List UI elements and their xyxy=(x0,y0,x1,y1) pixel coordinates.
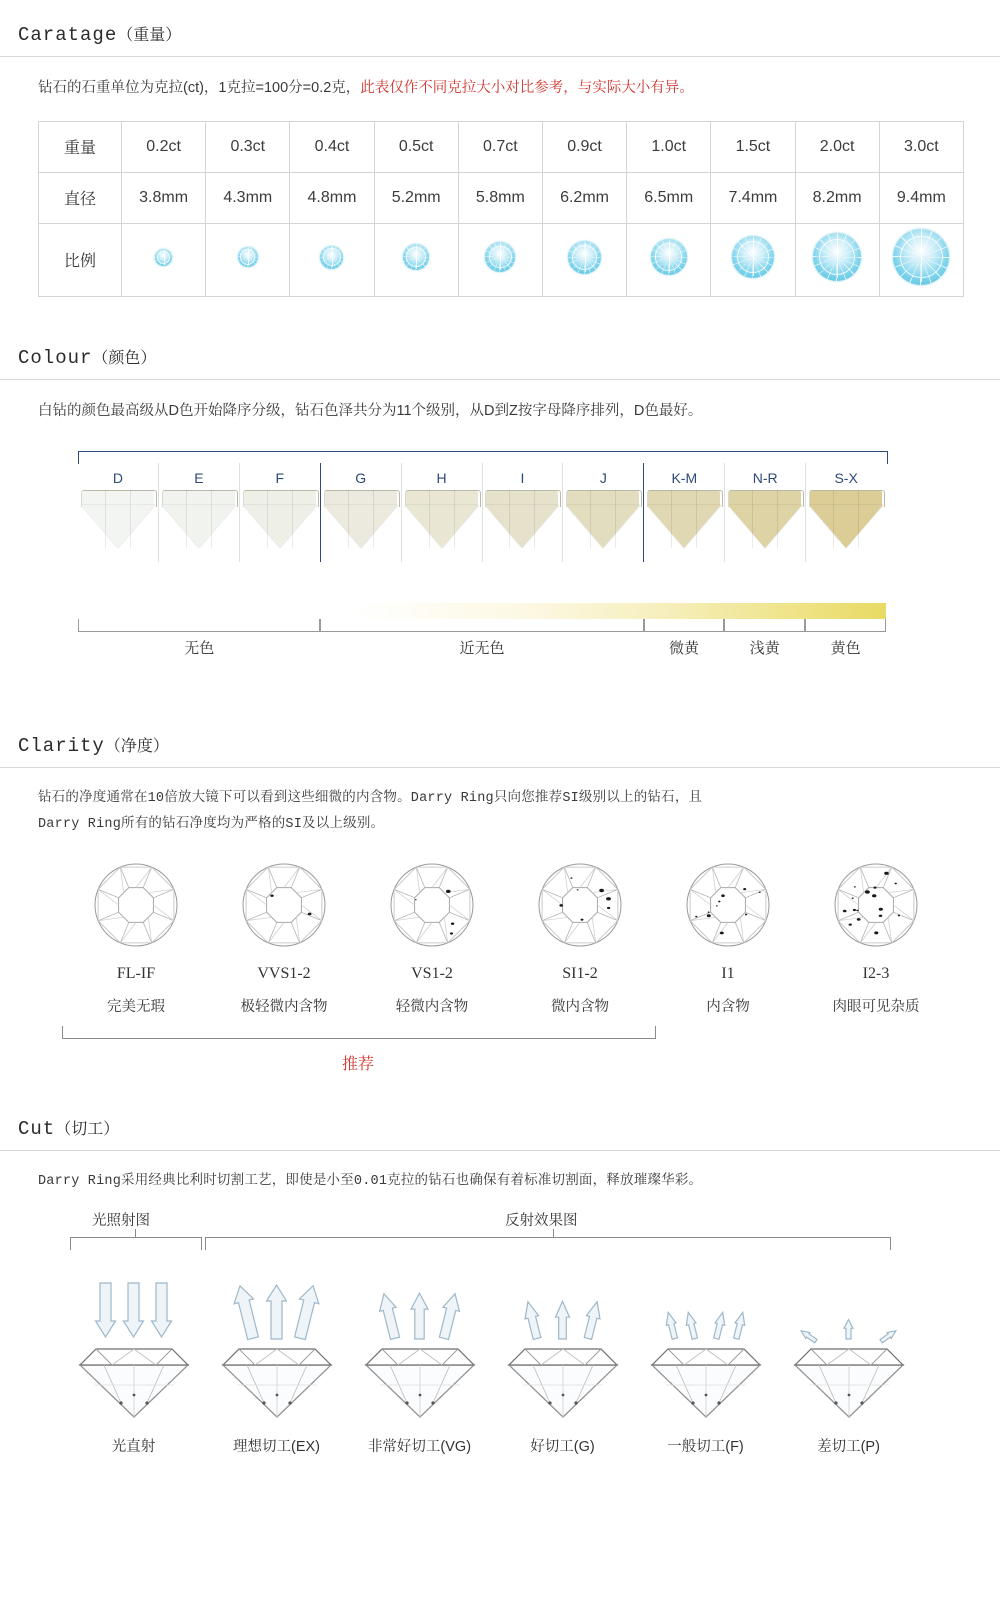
colour-grade-label: N-R xyxy=(752,470,778,487)
cut-item-3 xyxy=(348,1275,491,1456)
colour-group-label: 黄色 xyxy=(830,640,861,658)
diamond-dot-icon xyxy=(238,247,258,267)
colour-grade-label: G xyxy=(355,470,367,487)
cell-diameter-7: 7.4mm xyxy=(711,172,795,223)
diamond-profile-icon xyxy=(485,490,559,548)
cut-intro-text: Darry Ring采用经典比利时切割工艺，即使是小至0.01克拉的钻石也确保有着标准切割面，释放璀璨华彩。 xyxy=(38,1174,703,1190)
colour-cell-n-r xyxy=(725,463,806,562)
clarity-code-label: I2-3 xyxy=(862,965,890,983)
caratage-heading xyxy=(0,22,1000,56)
caratage-intro-accent: 此表仅作不同克拉大小对比参考，与实际大小有异。 xyxy=(360,80,694,96)
colour-cell-g xyxy=(321,463,402,562)
diamond-profile-icon xyxy=(81,490,155,548)
colour-heading xyxy=(0,345,1000,379)
cell-weight-3: 0.5ct xyxy=(374,121,458,172)
caratage-heading-en: Caratage xyxy=(18,24,118,46)
cell-weight-4: 0.7ct xyxy=(458,121,542,172)
colour-grade-label: F xyxy=(275,470,285,487)
table-row-weight xyxy=(39,121,964,172)
colour-group-label: 浅黄 xyxy=(749,640,780,658)
diamond-profile-icon xyxy=(566,490,640,548)
cell-weight-8: 2.0ct xyxy=(795,121,879,172)
diamond-top-view-icon xyxy=(682,859,774,951)
cell-diameter-5: 6.2mm xyxy=(542,172,626,223)
colour-intro-text: 白钻的颜色最高级从D色开始降序分级，钻石色泽共分为11个级别，从D到Z按字母降序排列，D色最好。 xyxy=(38,402,703,419)
colour-cell-i xyxy=(483,463,564,562)
cell-diameter-0: 3.8mm xyxy=(122,172,206,223)
cut-bracket-line-reflection xyxy=(205,1237,891,1250)
diamond-side-view-icon xyxy=(789,1347,909,1421)
cut-heading-cn: （切工） xyxy=(55,1121,120,1139)
cell-ratio-6 xyxy=(627,223,711,296)
colour-group-label: 无色 xyxy=(184,640,215,658)
colour-gem-wrap xyxy=(806,490,886,558)
cell-weight-6: 1.0ct xyxy=(627,121,711,172)
colour-group-bracket xyxy=(320,619,643,632)
clarity-grade-row xyxy=(0,837,1000,1016)
cut-item-6 xyxy=(777,1275,920,1456)
colour-gem-wrap xyxy=(563,490,643,558)
colour-grade-label: S-X xyxy=(834,470,858,487)
clarity-code-label: FL-IF xyxy=(116,965,156,983)
cut-bracket-row xyxy=(0,1209,1000,1269)
caratage-table-wrap xyxy=(0,103,1000,297)
light-reflection-arrows-icon xyxy=(777,1275,920,1347)
clarity-cn-label: 极轻微内含物 xyxy=(240,999,328,1016)
colour-group-bracket xyxy=(724,619,805,632)
cell-weight-7: 1.5ct xyxy=(711,121,795,172)
clarity-intro-line1: 钻石的净度通常在10倍放大镜下可以看到这些细微的内含物。Darry Ring只向您推荐SI级别以上的钻石，且 xyxy=(38,791,703,807)
colour-grade-label: H xyxy=(436,470,447,487)
colour-heading-en: Colour xyxy=(18,346,93,369)
colour-gem-wrap xyxy=(78,490,158,558)
diamond-dot-icon xyxy=(732,236,774,278)
cut-caption-label: 差切工(P) xyxy=(817,1439,880,1456)
diamond-side-view-icon xyxy=(217,1347,337,1421)
cell-ratio-8 xyxy=(795,223,879,296)
colour-grade-label: D xyxy=(112,470,124,487)
cut-item-4 xyxy=(491,1275,634,1456)
clarity-item-si1-2 xyxy=(506,859,654,1016)
diamond-profile-icon xyxy=(243,490,317,548)
clarity-code-label: I1 xyxy=(721,965,735,983)
diamond-profile-icon xyxy=(162,490,236,548)
colour-grade-label: J xyxy=(599,470,607,487)
colour-intro xyxy=(0,380,1000,426)
light-reflection-arrows-icon xyxy=(491,1275,634,1347)
diamond-top-view-icon xyxy=(534,859,626,951)
colour-cell-j xyxy=(563,463,644,562)
clarity-heading xyxy=(0,733,1000,767)
diamond-side-view-icon xyxy=(503,1347,623,1421)
caratage-table-body xyxy=(39,121,964,296)
diamond-dot-icon xyxy=(155,249,172,266)
clarity-item-i1 xyxy=(654,859,802,1016)
colour-heading-cn: （颜色） xyxy=(92,349,157,367)
diamond-profile-icon xyxy=(647,490,721,548)
cell-ratio-9 xyxy=(879,223,963,296)
clarity-heading-cn: （净度） xyxy=(104,738,169,756)
cell-ratio-1 xyxy=(206,223,290,296)
diamond-dot-icon xyxy=(485,242,515,272)
section-caratage xyxy=(0,0,1000,297)
cell-weight-1: 0.3ct xyxy=(206,121,290,172)
cut-heading-en: Cut xyxy=(18,1118,56,1141)
light-down-arrows-icon xyxy=(62,1275,205,1347)
cell-ratio-3 xyxy=(374,223,458,296)
cell-ratio-0 xyxy=(122,223,206,296)
diamond-dot-icon xyxy=(403,244,429,270)
colour-group-brackets xyxy=(78,619,886,633)
diamond-profile-icon xyxy=(324,490,398,548)
row-label-ratio: 比例 xyxy=(39,223,122,296)
cut-bracket-line-light xyxy=(70,1237,202,1250)
diamond-top-view-icon xyxy=(90,859,182,951)
clarity-recommend-bracket xyxy=(62,1026,656,1039)
cell-diameter-1: 4.3mm xyxy=(206,172,290,223)
cut-intro xyxy=(0,1151,1000,1195)
colour-gem-wrap xyxy=(402,490,482,558)
clarity-cn-label: 完美无瑕 xyxy=(107,999,165,1016)
diamond-top-view-icon xyxy=(386,859,478,951)
cut-heading xyxy=(0,1116,1000,1150)
colour-cell-f xyxy=(240,463,321,562)
cell-diameter-6: 6.5mm xyxy=(627,172,711,223)
cut-bracket-label-reflection: 反射效果图 xyxy=(505,1213,578,1230)
cut-caption-label: 理想切工(EX) xyxy=(233,1439,320,1456)
colour-group-label: 近无色 xyxy=(459,640,505,658)
colour-group-bracket xyxy=(78,619,320,632)
section-colour xyxy=(0,297,1000,692)
diamond-dot-icon xyxy=(651,239,687,275)
light-reflection-arrows-icon xyxy=(348,1275,491,1347)
diamond-profile-icon xyxy=(728,490,802,548)
cell-ratio-4 xyxy=(458,223,542,296)
diamond-side-view-icon xyxy=(74,1347,194,1421)
table-row-diameter xyxy=(39,172,964,223)
cell-ratio-5 xyxy=(542,223,626,296)
colour-gem-wrap xyxy=(725,490,805,558)
light-reflection-arrows-icon xyxy=(634,1275,777,1347)
clarity-code-label: VVS1-2 xyxy=(257,965,311,983)
section-cut xyxy=(0,1074,1000,1456)
colour-grade-grid xyxy=(78,463,886,562)
clarity-cn-label: 肉眼可见杂质 xyxy=(832,999,920,1016)
colour-cell-e xyxy=(159,463,240,562)
diamond-dot-icon xyxy=(813,233,861,281)
clarity-code-label: SI1-2 xyxy=(562,965,598,983)
diamond-profile-icon xyxy=(809,490,883,548)
diamond-side-view-icon xyxy=(360,1347,480,1421)
diamond-dot-icon xyxy=(320,246,343,269)
cut-caption-label: 一般切工(F) xyxy=(667,1439,744,1456)
colour-group-labels xyxy=(78,637,886,667)
caratage-intro-text: 钻石的石重单位为克拉(ct)，1克拉=100分=0.2克， xyxy=(38,80,361,96)
diamond-dot-icon xyxy=(568,241,601,274)
cut-grade-row xyxy=(0,1269,1000,1456)
colour-gem-wrap xyxy=(240,490,320,558)
colour-cell-d xyxy=(78,463,159,562)
clarity-cn-label: 微内含物 xyxy=(551,999,609,1016)
colour-gem-wrap xyxy=(321,490,401,558)
cut-item-2 xyxy=(205,1275,348,1456)
colour-gem-wrap xyxy=(159,490,239,558)
colour-grade-label: I xyxy=(520,470,525,487)
diamond-top-view-icon xyxy=(830,859,922,951)
clarity-intro xyxy=(0,768,1000,837)
caratage-intro xyxy=(0,57,1000,103)
cell-weight-2: 0.4ct xyxy=(290,121,374,172)
row-label-diameter: 直径 xyxy=(39,172,122,223)
colour-group-bracket xyxy=(644,619,725,632)
colour-scale-chart xyxy=(0,451,1000,691)
cell-diameter-3: 5.2mm xyxy=(374,172,458,223)
clarity-intro-line2: Darry Ring所有的钻石净度均为严格的SI及以上级别。 xyxy=(38,816,385,832)
colour-group-label: 微黄 xyxy=(668,640,699,658)
caratage-heading-cn: （重量） xyxy=(117,27,182,44)
cell-weight-5: 0.9ct xyxy=(542,121,626,172)
cell-ratio-2 xyxy=(290,223,374,296)
clarity-item-vs1-2 xyxy=(358,859,506,1016)
clarity-heading-en: Clarity xyxy=(18,735,105,758)
cut-item-5 xyxy=(634,1275,777,1456)
diamond-dot-icon xyxy=(893,229,949,285)
section-clarity xyxy=(0,691,1000,1074)
caratage-table xyxy=(38,121,964,297)
colour-gem-wrap xyxy=(483,490,563,558)
light-reflection-arrows-icon xyxy=(205,1275,348,1347)
clarity-item-fl-if xyxy=(62,859,210,1016)
colour-tint-gradient-bar xyxy=(78,603,886,619)
colour-gem-wrap xyxy=(644,490,724,558)
cell-ratio-7 xyxy=(711,223,795,296)
diamond-side-view-icon xyxy=(646,1347,766,1421)
clarity-cn-label: 轻微内含物 xyxy=(395,999,469,1016)
cell-diameter-8: 8.2mm xyxy=(795,172,879,223)
cell-diameter-9: 9.4mm xyxy=(879,172,963,223)
cut-caption-label: 好切工(G) xyxy=(530,1439,595,1456)
clarity-item-i2-3 xyxy=(802,859,950,1016)
cell-weight-9: 3.0ct xyxy=(879,121,963,172)
clarity-cn-label: 内含物 xyxy=(706,999,750,1016)
diamond-profile-icon xyxy=(405,490,479,548)
colour-cell-s-x xyxy=(806,463,886,562)
colour-cell-k-m xyxy=(644,463,725,562)
diamond-top-view-icon xyxy=(238,859,330,951)
clarity-recommend-label: 推荐 xyxy=(341,1056,374,1074)
clarity-code-label: VS1-2 xyxy=(411,965,453,983)
clarity-item-vvs1-2 xyxy=(210,859,358,1016)
cut-caption-label: 非常好切工(VG) xyxy=(367,1439,472,1456)
row-label-weight: 重量 xyxy=(39,121,122,172)
colour-grade-label: E xyxy=(194,470,204,487)
cell-diameter-4: 5.8mm xyxy=(458,172,542,223)
cell-diameter-2: 4.8mm xyxy=(290,172,374,223)
cell-weight-0: 0.2ct xyxy=(122,121,206,172)
cut-item-1 xyxy=(62,1275,205,1456)
cut-bracket-label-light: 光照射图 xyxy=(92,1213,150,1230)
cut-caption-label: 光直射 xyxy=(111,1439,156,1456)
table-row-ratio xyxy=(39,223,964,296)
colour-cell-h xyxy=(402,463,483,562)
colour-grade-label: K-M xyxy=(671,470,698,487)
colour-group-bracket xyxy=(805,619,886,632)
